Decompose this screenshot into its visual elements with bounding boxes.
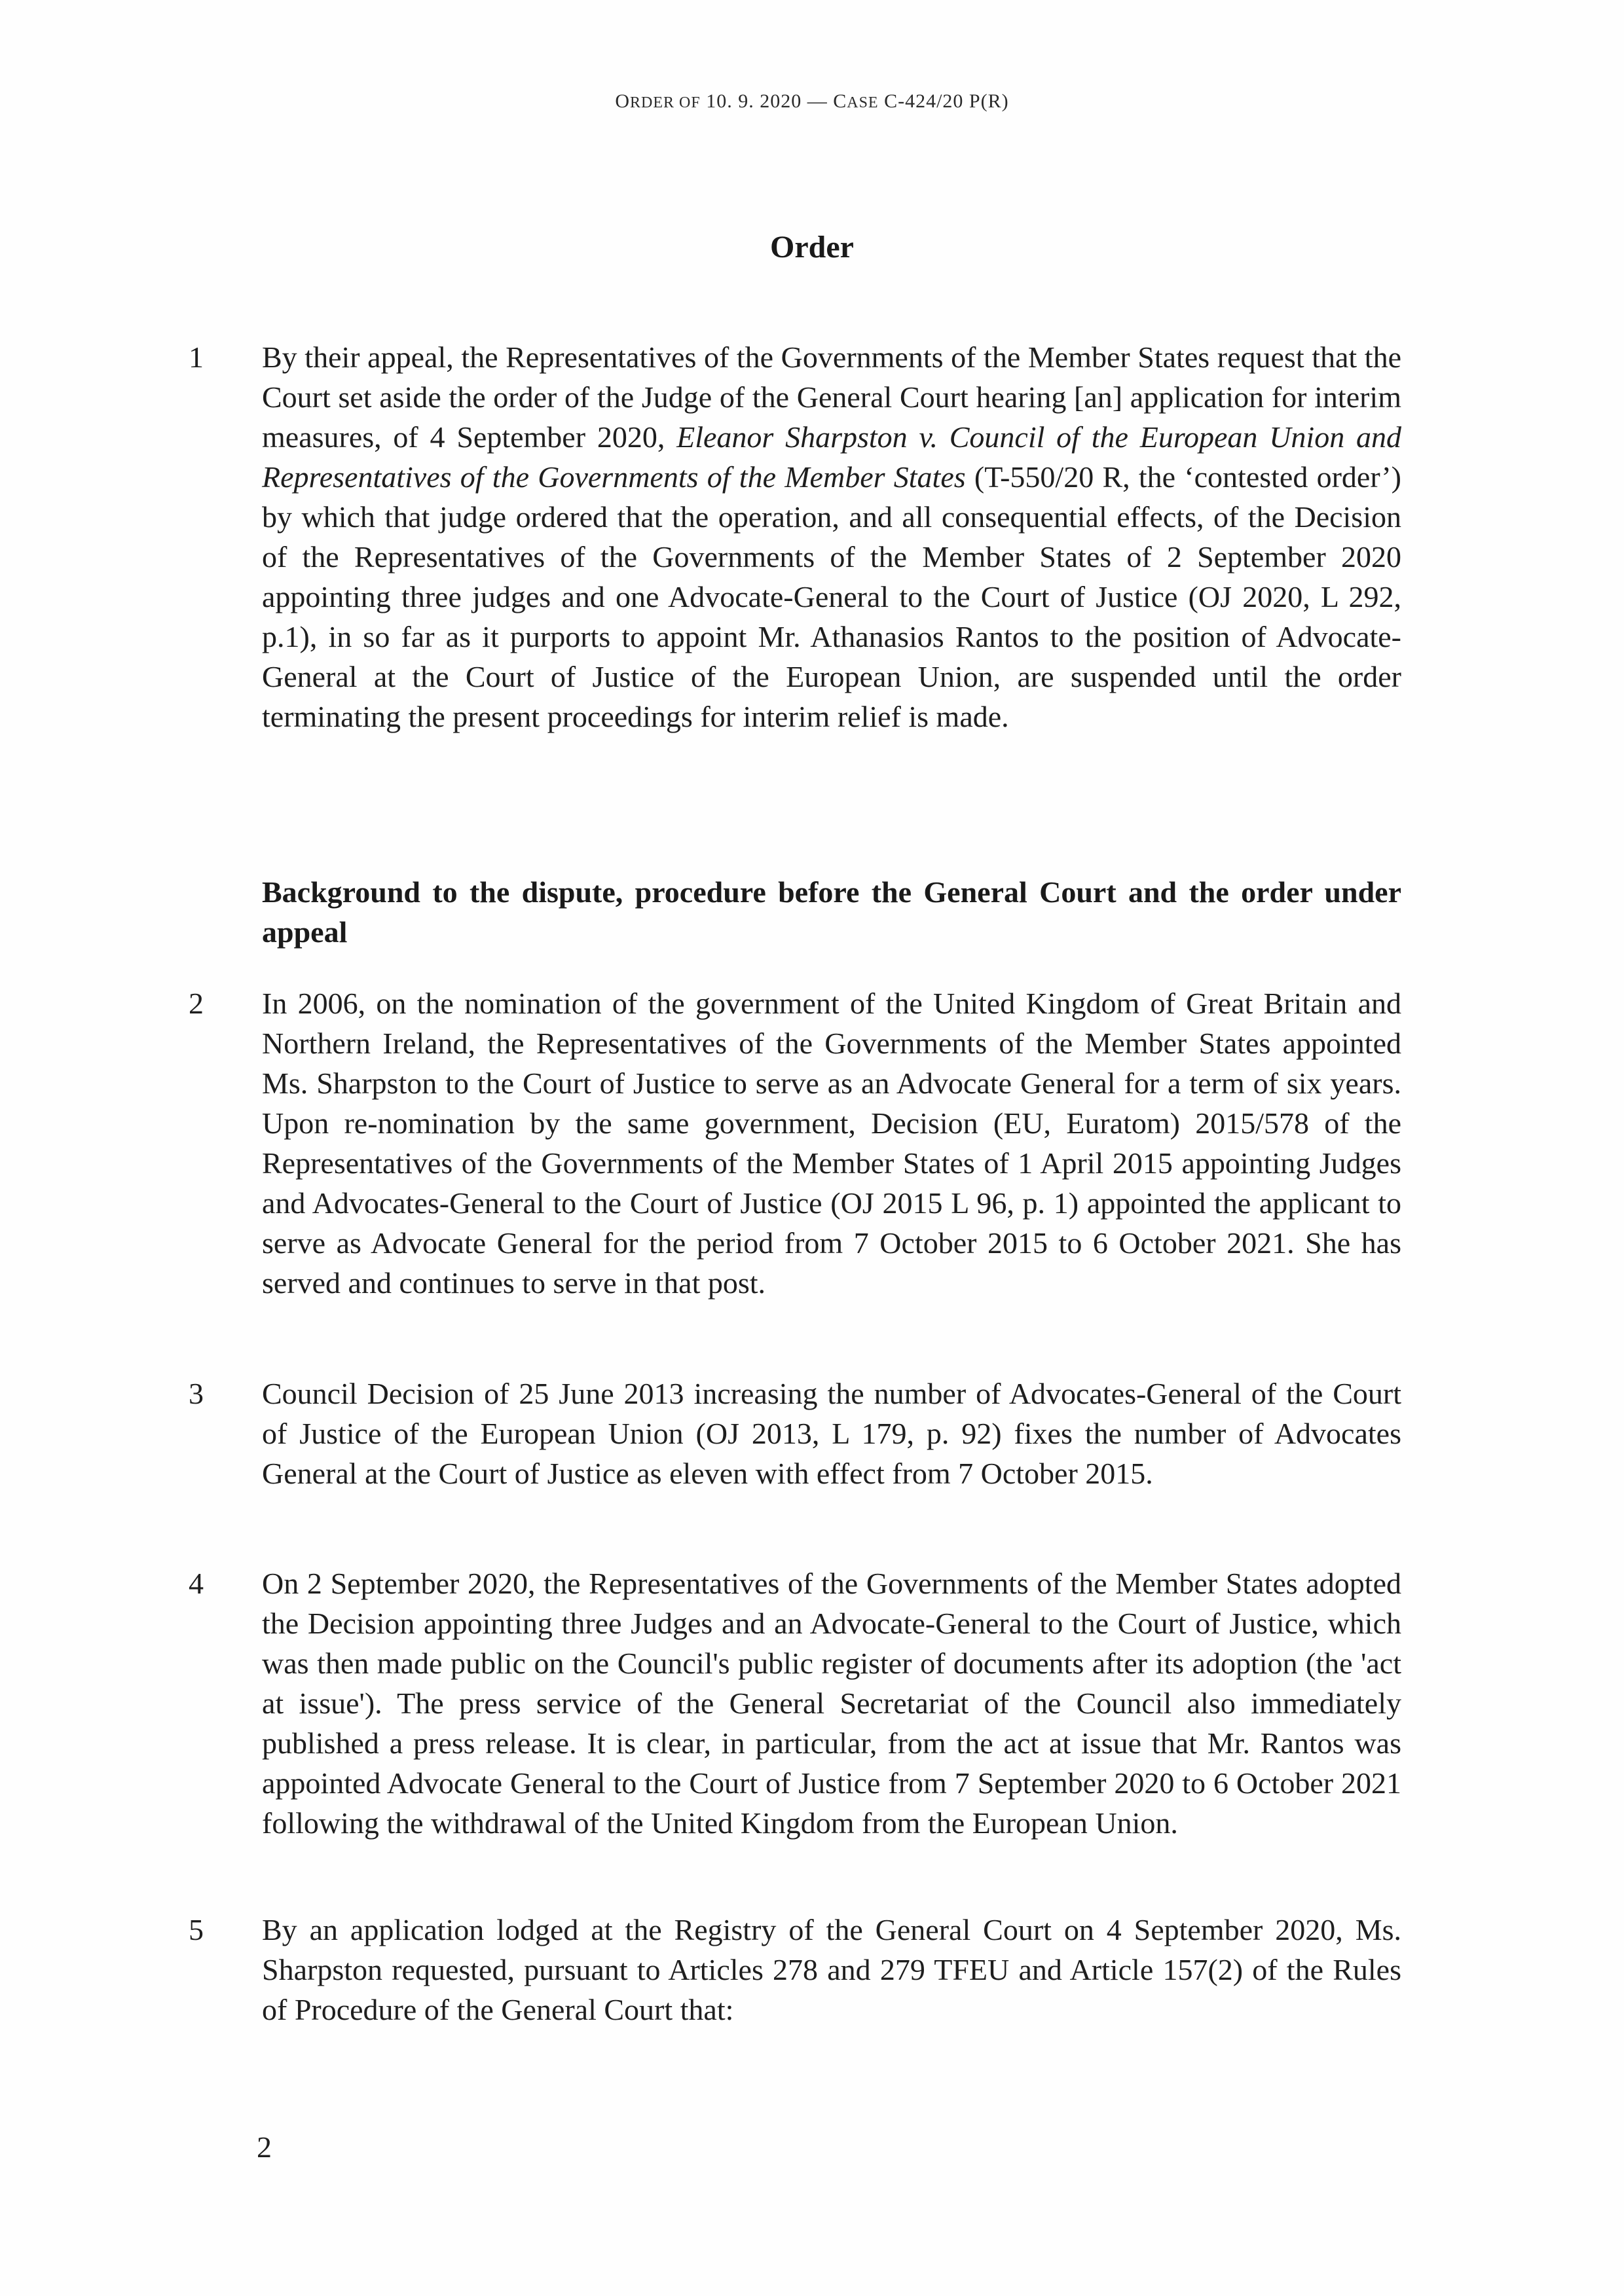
paragraph-text-segment: In 2006, on the nomination of the government of the United Kingdom of Great Britain and Northern Ireland, the Representatives of the Governments of the Member States appointed Ms. Sharpston to the Court of Justice to serve as an Advocate General for a term of six years. Upon re-nomination by the same government, Decision (EU, Euratom) 2015/578 of the Representatives of the Governments of the Member States of 1 April 2015 appointing Judges and Advocates-General to the Court of Justice (OJ 2015 L 96, p. 1) appointed the applicant to serve as Advocate General for the period from 7 October 2015 to 6 October 2021. She has served and continues to serve in that post. (262, 987, 1401, 1300)
running-header-date: 10. 9. 2020 — (700, 90, 834, 112)
paragraph-number: 4 (189, 1567, 204, 1600)
paragraph-number: 2 (189, 987, 204, 1020)
running-header-case-cap: C (833, 90, 847, 112)
document-title: Order (770, 230, 854, 264)
paragraph-text-segment: By an application lodged at the Registry of the General Court on 4 September 2020, Ms. Sharpston requested, pursuant to Articles 278 and 279 TFEU and Article 157(2) of the Rules of Procedure of the General Court that: (262, 1913, 1401, 2026)
paragraph-text (262, 1910, 1401, 2030)
paragraph-text (262, 337, 1401, 737)
paragraph-text (262, 1563, 1401, 1843)
paragraph-text-segment: Council Decision of 25 June 2013 increasing the number of Advocates-General of the Court of Justice of the European Union (OJ 2013, L 179, p. 92) fixes the number of Advocates General at the Court of Justice as eleven with effect from 7 October 2015. (262, 1377, 1401, 1490)
paragraph-number: 3 (189, 1377, 204, 1410)
paragraph-text-segment: On 2 September 2020, the Representatives of the Governments of the Member States adopted the Decision appointing three Judges and an Advocate-General to the Court of Justice, which was then made public on the Council's public register of documents after its adoption (the 'act at issue'). The press service of the General Secretariat of the Council also immediately published a press release. It is clear, in particular, from the act at issue that Mr. Rantos was appointed Advocate General to the Court of Justice from 7 September 2020 to 6 October 2021 following the withdrawal of the United Kingdom from the European Union. (262, 1567, 1401, 1840)
paragraph-text-segment: By their appeal, the Representatives of the Governments of the Member States request that the Court set aside the order of the Judge of the General Court hearing [an] application for interim measures, of 4 September 2020, (262, 340, 1401, 454)
running-header-prefix: RDER OF (630, 94, 701, 111)
paragraph-text-segment: (T-550/20 R, the ‘contested order’) by which that judge ordered that the operation, and all consequential effects, of the Decision of the Representatives of the Governments of the Member States of 2 September 2020 appointing three judges and one Advocate-General to the Court of Justice (OJ 2020, L 292, p.1), in so far as it purports to appoint Mr. Athanasios Rantos to the position of Advocate-General at the Court of Justice of the European Union, are suspended until the order terminating the present proceedings for interim relief is made. (262, 460, 1402, 733)
paragraph-text (262, 1374, 1401, 1493)
paragraph-text-italic-segment: Eleanor Sharpston v. Council of the European Union and Representatives of the Governments of the Member States (262, 420, 1401, 494)
page-number: 2 (257, 2130, 272, 2164)
paragraph-number: 5 (189, 1913, 204, 1946)
running-header-case-number: C-424/20 P(R) (878, 90, 1009, 112)
paragraph-text (262, 983, 1401, 1303)
paragraph-number: 1 (189, 340, 204, 374)
running-header-prefix-cap: O (615, 90, 631, 112)
section-heading: Background to the dispute, procedure before the General Court and the order under appeal (262, 875, 1401, 949)
running-header-case: ASE (847, 94, 879, 111)
running-header (0, 90, 1624, 113)
